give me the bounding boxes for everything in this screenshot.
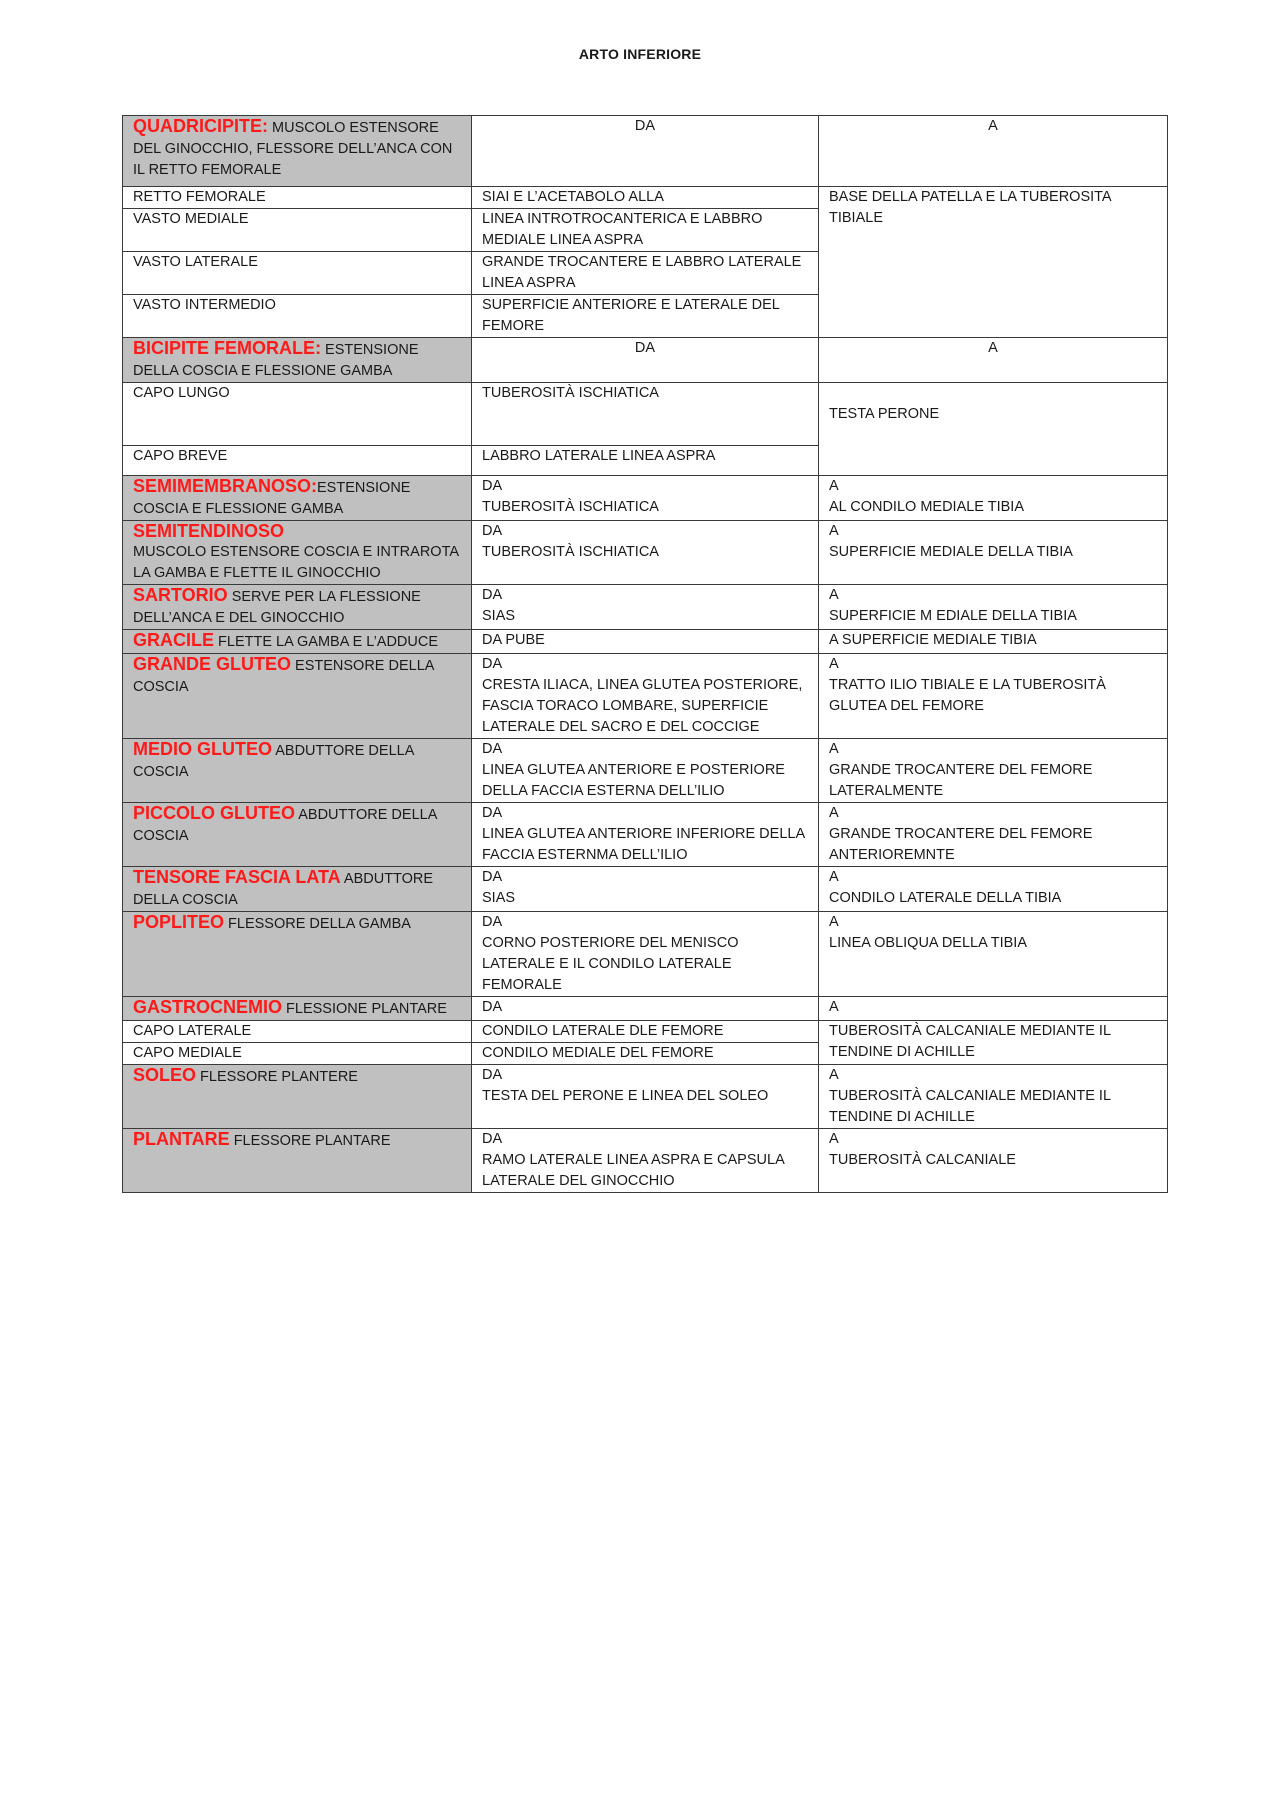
insertion-label: A: [829, 523, 839, 539]
origin-label: DA: [482, 869, 503, 885]
muscle-name: BICIPITE FEMORALE:: [133, 338, 321, 358]
muscle-name: PICCOLO GLUTEO: [133, 803, 295, 823]
origin-label: DA: [482, 914, 503, 930]
muscle-name: PLANTARE: [133, 1129, 230, 1149]
muscle-cell: [123, 912, 472, 997]
table-row: [123, 1065, 1168, 1129]
insertion-text: CONDILO LATERALE DELLA TIBIA: [829, 890, 1062, 906]
origin-label: DA: [482, 1131, 503, 1147]
table-row: [123, 585, 1168, 630]
muscle-cell: [123, 476, 472, 521]
table-row: [123, 476, 1168, 521]
origin-text: SIAS: [482, 608, 516, 624]
origin-header: DA: [472, 997, 819, 1021]
origin-label: DA: [482, 587, 503, 603]
origin-label: DA: [482, 478, 503, 494]
part-name: CAPO LATERALE: [123, 1021, 472, 1043]
origin-cell: [472, 521, 819, 585]
origin-text: SIAS: [482, 890, 516, 906]
origin-text: CRESTA ILIACA, LINEA GLUTEA POSTERIORE, FASCIA TORACO LOMBARE, SUPERFICIE LATERALE DEL SACRO E DEL COCCIGE: [482, 677, 803, 735]
table-row: [123, 912, 1168, 997]
insertion-cell: [819, 521, 1168, 585]
insertion-cell: [819, 1129, 1168, 1193]
muscle-description: ESTENSIONE DELLA COSCIA E FLESSIONE GAMBA: [133, 342, 419, 379]
part-origin: LABBRO LATERALE LINEA ASPRA: [472, 446, 819, 476]
table-row: [123, 1021, 1168, 1043]
insertion-header: A: [819, 997, 1168, 1021]
shared-insertion-text: TESTA PERONE: [829, 406, 940, 422]
part-origin: LINEA INTROTROCANTERICA E LABBRO MEDIALE LINEA ASPRA: [472, 209, 819, 252]
muscle-description: ESTENSIONE COSCIA E FLESSIONE GAMBA: [133, 480, 411, 517]
muscle-description: FLESSORE PLANTARE: [233, 1133, 391, 1149]
table-row: [123, 116, 1168, 187]
muscle-cell: [123, 1129, 472, 1193]
origin-label: DA: [482, 805, 503, 821]
muscle-description: FLETTE LA GAMBA E L’ADDUCE: [218, 634, 439, 650]
origin-label: DA: [482, 523, 503, 539]
insertion-header: A: [819, 338, 1168, 383]
part-name: RETTO FEMORALE: [123, 187, 472, 209]
insertion-text: SUPERFICIE MEDIALE DELLA TIBIA: [829, 544, 1073, 560]
insertion-cell: [819, 803, 1168, 867]
insertion-cell: [819, 654, 1168, 739]
origin-cell: [472, 912, 819, 997]
insertion-label: A: [829, 805, 839, 821]
part-origin: CONDILO MEDIALE DEL FEMORE: [472, 1043, 819, 1065]
muscle-cell: [123, 739, 472, 803]
muscle-description: ABDUTTORE DELLA COSCIA: [133, 743, 414, 780]
part-name: CAPO MEDIALE: [123, 1043, 472, 1065]
muscle-name: GASTROCNEMIO: [133, 997, 283, 1017]
muscle-name: GRANDE GLUTEO: [133, 654, 292, 674]
table-row: [123, 383, 1168, 446]
insertion-header: A: [819, 116, 1168, 187]
muscle-cell: [123, 803, 472, 867]
muscle-description: FLESSORE DELLA GAMBA: [228, 916, 411, 932]
page-title: ARTO INFERIORE: [578, 46, 702, 62]
insertion-text: GRANDE TROCANTERE DEL FEMORE ANTERIOREMNTE: [829, 826, 1093, 863]
part-name: VASTO LATERALE: [123, 252, 472, 295]
muscle-name: SARTORIO: [133, 585, 228, 605]
muscle-cell: [123, 116, 472, 187]
insertion-label: A: [829, 914, 839, 930]
muscle-table: [122, 115, 1168, 1193]
insertion-cell: [819, 912, 1168, 997]
muscle-description: SERVE PER LA FLESSIONE DELL’ANCA E DEL GINOCCHIO: [133, 589, 421, 626]
table-row: [123, 521, 1168, 585]
insertion-cell: [819, 739, 1168, 803]
insertion-cell: [819, 867, 1168, 912]
insertion-text: LINEA OBLIQUA DELLA TIBIA: [829, 935, 1027, 951]
table-row: [123, 997, 1168, 1021]
origin-text: TESTA DEL PERONE E LINEA DEL SOLEO: [482, 1088, 769, 1104]
origin-text: LINEA GLUTEA ANTERIORE INFERIORE DELLA FACCIA ESTERNMA DELL’ILIO: [482, 826, 805, 863]
muscle-description: ESTENSORE DELLA COSCIA: [133, 658, 434, 695]
part-origin: SIAI E L’ACETABOLO ALLA: [472, 187, 819, 209]
table-row: [123, 654, 1168, 739]
part-origin: SUPERFICIE ANTERIORE E LATERALE DEL FEMORE: [472, 295, 819, 338]
origin-cell: [472, 1129, 819, 1193]
muscle-description: ABDUTTORE DELLA COSCIA: [133, 807, 437, 844]
origin-text: DA PUBE: [472, 630, 819, 654]
part-origin: CONDILO LATERALE DLE FEMORE: [472, 1021, 819, 1043]
origin-text: TUBEROSITÀ ISCHIATICA: [482, 544, 659, 560]
part-origin: TUBEROSITÀ ISCHIATICA: [472, 383, 819, 446]
insertion-label: A: [829, 741, 839, 757]
muscle-name: POPLITEO: [133, 912, 225, 932]
muscle-cell: [123, 521, 472, 585]
part-name: CAPO LUNGO: [123, 383, 472, 446]
part-origin: GRANDE TROCANTERE E LABBRO LATERALE LINEA ASPRA: [472, 252, 819, 295]
muscle-description: MUSCOLO ESTENSORE COSCIA E INTRAROTA LA GAMBA E FLETTE IL GINOCCHIO: [133, 544, 459, 581]
insertion-label: A: [829, 1131, 839, 1147]
insertion-cell: [819, 1065, 1168, 1129]
muscle-cell: [123, 338, 472, 383]
insertion-label: A: [829, 478, 839, 494]
origin-text: LINEA GLUTEA ANTERIORE E POSTERIORE DELLA FACCIA ESTERNA DELL’ILIO: [482, 762, 785, 799]
muscle-description: FLESSIONE PLANTARE: [286, 1001, 447, 1017]
muscle-cell: [123, 654, 472, 739]
origin-header: DA: [472, 338, 819, 383]
origin-cell: [472, 739, 819, 803]
muscle-cell: [123, 630, 472, 654]
muscle-name: SEMIMEMBRANOSO:: [133, 476, 317, 496]
insertion-label: A: [829, 869, 839, 885]
muscle-cell: [123, 867, 472, 912]
insertion-text: TUBEROSITÀ CALCANIALE MEDIANTE IL TENDINE DI ACHILLE: [829, 1088, 1111, 1125]
insertion-label: A: [829, 587, 839, 603]
part-name: VASTO MEDIALE: [123, 209, 472, 252]
origin-header: DA: [472, 116, 819, 187]
insertion-text: AL CONDILO MEDIALE TIBIA: [829, 499, 1024, 515]
insertion-text: TUBEROSITÀ CALCANIALE: [829, 1152, 1016, 1168]
insertion-cell: [819, 476, 1168, 521]
table-row: [123, 187, 1168, 209]
insertion-text: SUPERFICIE M EDIALE DELLA TIBIA: [829, 608, 1077, 624]
origin-text: CORNO POSTERIORE DEL MENISCO LATERALE E IL CONDILO LATERALE FEMORALE: [482, 935, 739, 993]
muscle-description: ABDUTTORE DELLA COSCIA: [133, 871, 434, 908]
shared-insertion: BASE DELLA PATELLA E LA TUBEROSITA TIBIALE: [819, 187, 1168, 338]
insertion-label: A: [829, 656, 839, 672]
muscle-description: MUSCOLO ESTENSORE DEL GINOCCHIO, FLESSORE DELL’ANCA CON IL RETTO FEMORALE: [133, 120, 453, 178]
origin-cell: [472, 803, 819, 867]
table-row: [123, 338, 1168, 383]
muscle-name: MEDIO GLUTEO: [133, 739, 272, 759]
shared-insertion: [819, 383, 1168, 476]
muscle-name: TENSORE FASCIA LATA: [133, 867, 341, 887]
origin-text: TUBEROSITÀ ISCHIATICA: [482, 499, 659, 515]
insertion-label: A: [829, 1067, 839, 1083]
origin-cell: [472, 476, 819, 521]
part-name: CAPO BREVE: [123, 446, 472, 476]
origin-label: DA: [482, 656, 503, 672]
origin-cell: [472, 867, 819, 912]
muscle-cell: [123, 997, 472, 1021]
shared-insertion: TUBEROSITÀ CALCANIALE MEDIANTE IL TENDINE DI ACHILLE: [819, 1021, 1168, 1065]
table-row: [123, 867, 1168, 912]
table-row: [123, 739, 1168, 803]
origin-text: RAMO LATERALE LINEA ASPRA E CAPSULA LATERALE DEL GINOCCHIO: [482, 1152, 784, 1189]
origin-label: DA: [482, 741, 503, 757]
origin-label: DA: [482, 1067, 503, 1083]
muscle-name: GRACILE: [133, 630, 214, 650]
table-row: [123, 630, 1168, 654]
muscle-cell: [123, 1065, 472, 1129]
origin-cell: [472, 585, 819, 630]
insertion-text: TRATTO ILIO TIBIALE E LA TUBEROSITÀ GLUTEA DEL FEMORE: [829, 677, 1106, 714]
insertion-text: A SUPERFICIE MEDIALE TIBIA: [819, 630, 1168, 654]
muscle-cell: [123, 585, 472, 630]
origin-cell: [472, 654, 819, 739]
origin-cell: [472, 1065, 819, 1129]
muscle-name: QUADRICIPITE:: [133, 116, 268, 136]
muscle-name: SOLEO: [133, 1065, 197, 1085]
table-row: [123, 1129, 1168, 1193]
muscle-description: FLESSORE PLANTERE: [200, 1069, 358, 1085]
insertion-cell: [819, 585, 1168, 630]
table-row: [123, 803, 1168, 867]
insertion-text: GRANDE TROCANTERE DEL FEMORE LATERALMENTE: [829, 762, 1093, 799]
part-name: VASTO INTERMEDIO: [123, 295, 472, 338]
muscle-name: SEMITENDINOSO: [133, 521, 285, 541]
